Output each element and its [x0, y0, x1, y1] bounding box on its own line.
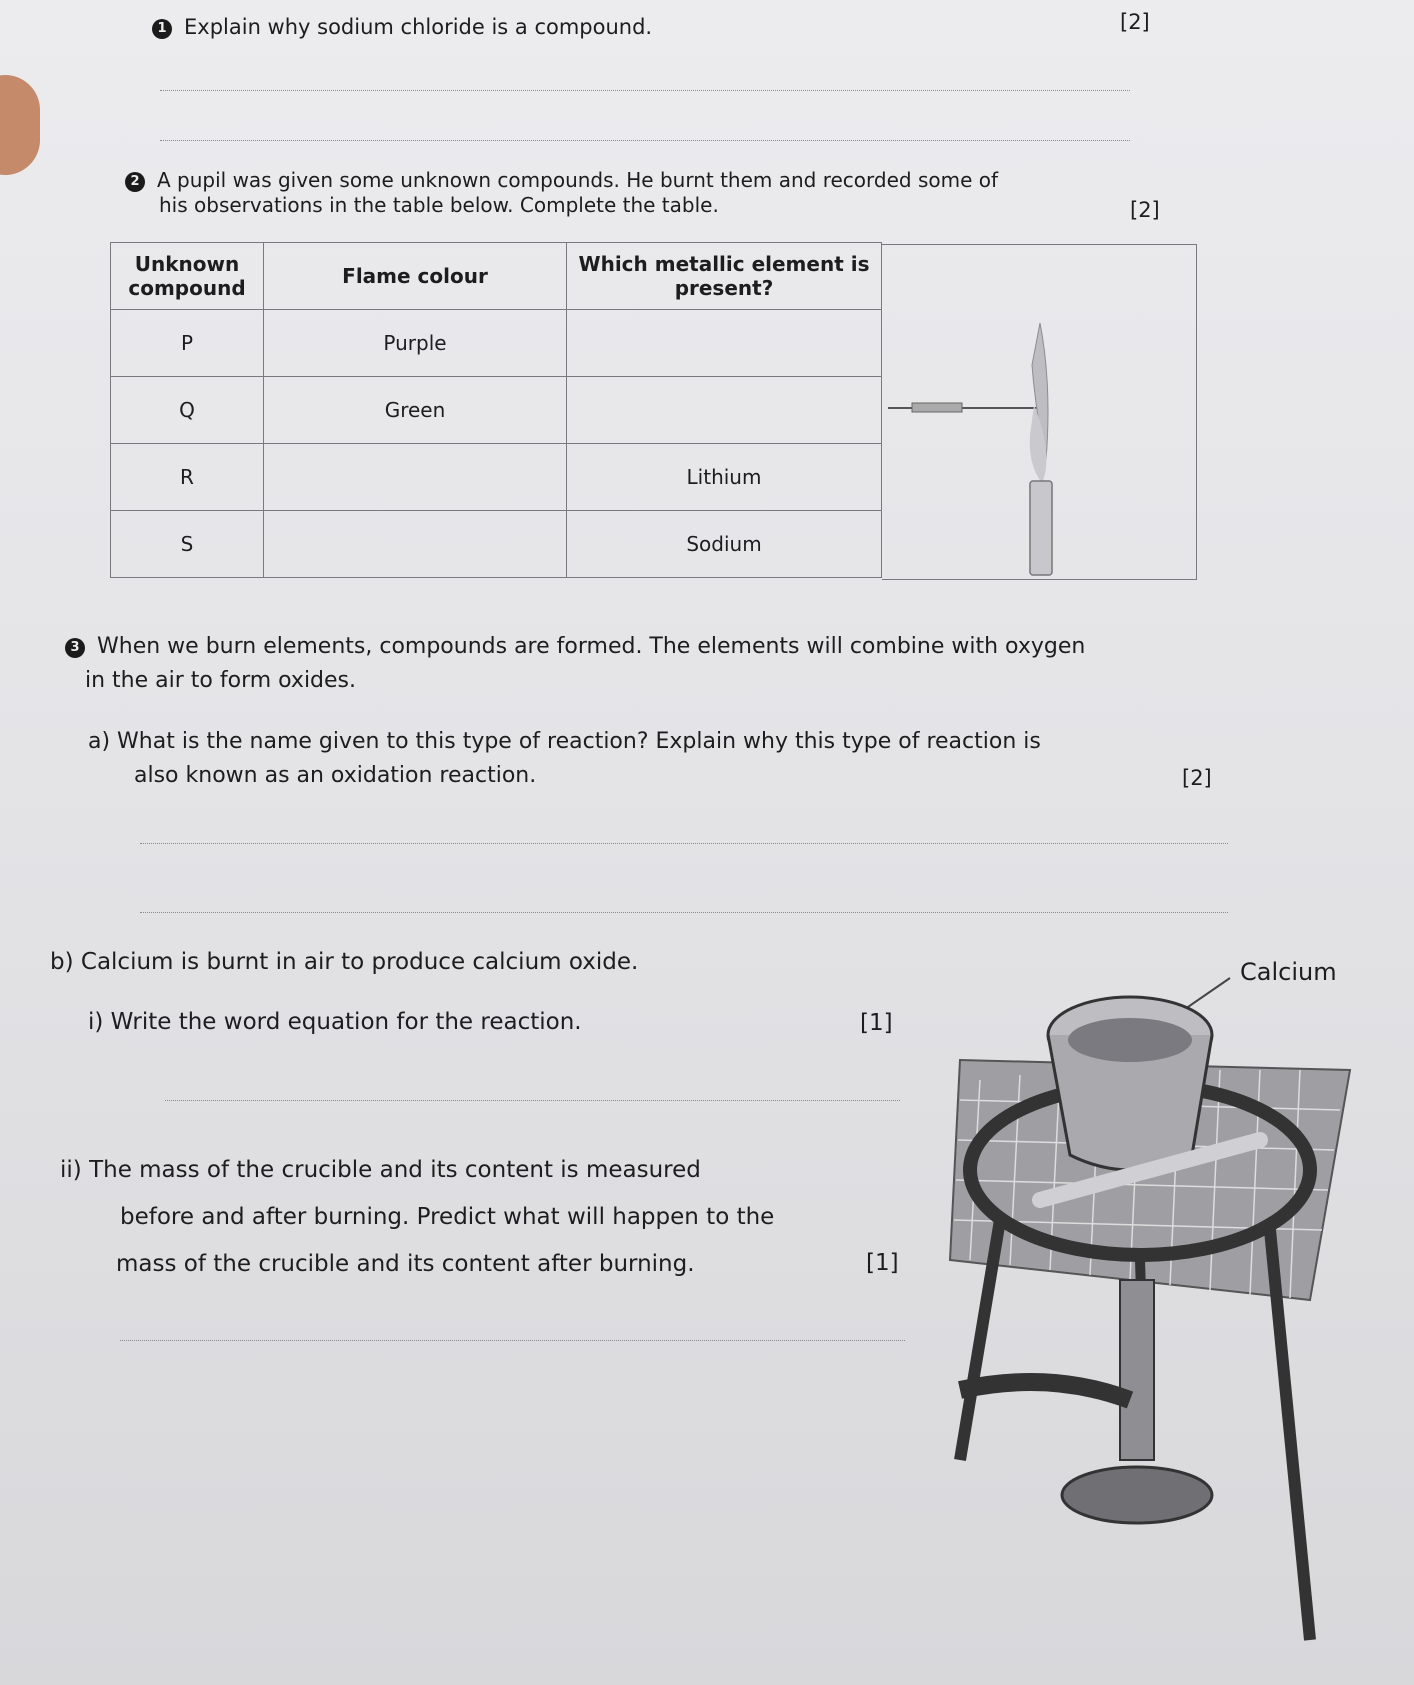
question-3b-i-marks: [1] [860, 1010, 893, 1036]
question-number-1: 1 [152, 19, 172, 39]
flame-test-illustration [882, 244, 1197, 580]
finger [0, 75, 40, 175]
table-header-row [111, 243, 882, 310]
question-number-2: 2 [125, 172, 145, 192]
question-3a-marks: [2] [1182, 766, 1212, 790]
table-cell: Green [264, 377, 567, 444]
question-3b-ii-line-1: ii) The mass of the crucible and its content is measured [60, 1157, 701, 1183]
table-row [111, 377, 882, 444]
answer-cell[interactable] [264, 511, 567, 578]
question-1-text: Explain why sodium chloride is a compound. [184, 15, 653, 39]
question-3 [65, 630, 1205, 698]
question-2-line-1: A pupil was given some unknown compounds. He burnt them and recorded some of [157, 168, 999, 192]
table-cell: Sodium [567, 511, 882, 578]
question-3b-ii-line-2: before and after burning. Predict what will happen to the [120, 1204, 775, 1230]
answer-line[interactable] [165, 1100, 900, 1101]
table-cell: S [111, 511, 264, 578]
question-3b-ii-line-3: mass of the crucible and its content after burning. [116, 1251, 695, 1277]
question-3b-ii [60, 1147, 920, 1288]
table-cell: R [111, 444, 264, 511]
calcium-label: Calcium [1240, 958, 1337, 986]
answer-line[interactable] [140, 912, 1228, 913]
question-3b-ii-marks: [1] [866, 1250, 899, 1276]
column-header-metallic-element: Which metallic element is present? [567, 243, 882, 310]
table-cell: Q [111, 377, 264, 444]
answer-line[interactable] [120, 1340, 905, 1341]
question-1-marks: [2] [1120, 10, 1150, 34]
answer-cell[interactable] [264, 444, 567, 511]
table-row [111, 310, 882, 377]
question-3-line-1: When we burn elements, compounds are formed. The elements will combine with oxygen [97, 634, 1086, 659]
column-header-compound: Unknown compound [111, 243, 264, 310]
question-3-line-2: in the air to form oxides. [85, 668, 357, 693]
table-cell: Lithium [567, 444, 882, 511]
question-2-line-2: his observations in the table below. Complete the table. [159, 193, 719, 217]
bunsen-flame-icon [882, 245, 1196, 579]
question-2 [125, 168, 1095, 218]
question-2-marks: [2] [1130, 198, 1160, 222]
question-3b-i: i) Write the word equation for the reaction. [88, 1009, 582, 1035]
question-3a [88, 725, 1148, 793]
question-3b: b) Calcium is burnt in air to produce calcium oxide. [50, 949, 639, 975]
table-cell: P [111, 310, 264, 377]
column-header-flame-colour: Flame colour [264, 243, 567, 310]
answer-cell[interactable] [567, 377, 882, 444]
crucible-tripod-icon [930, 960, 1370, 1660]
answer-cell[interactable] [567, 310, 882, 377]
answer-line[interactable] [140, 843, 1228, 844]
question-3a-line-2: also known as an oxidation reaction. [134, 763, 537, 788]
question-number-3: 3 [65, 638, 85, 658]
question-1 [152, 14, 652, 40]
question-3a-line-1: a) What is the name given to this type of reaction? Explain why this type of reaction is [88, 729, 1041, 754]
table-row [111, 444, 882, 511]
answer-line[interactable] [160, 90, 1130, 91]
table-row [111, 511, 882, 578]
flame-test-table [110, 242, 882, 578]
answer-line[interactable] [160, 140, 1130, 141]
table-cell: Purple [264, 310, 567, 377]
